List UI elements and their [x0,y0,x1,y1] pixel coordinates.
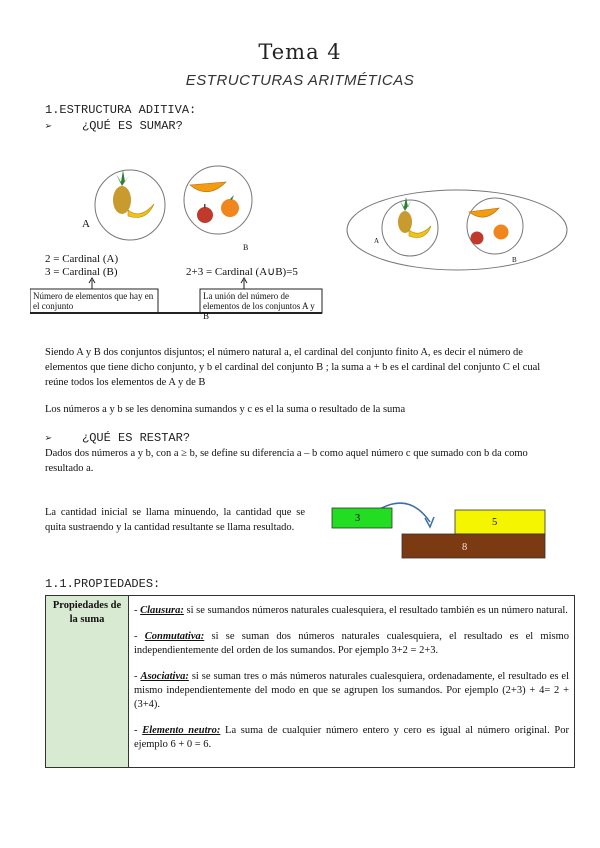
page-subtitle: ESTRUCTURAS ARITMÉTICAS [185,72,415,89]
cardinal-union-text: 2+3 = Cardinal (A∪B)=5 [186,266,298,278]
set-b-circle [184,166,252,234]
pineapple-icon [398,197,412,233]
union-ellipse [347,190,567,270]
apple-icon [197,204,213,223]
union-label-a: A [374,237,380,245]
sum-paragraph-1: Siendo A y B dos conjuntos disjuntos; el número natural a, el cardinal del conjunto finito A, es decir el número de elementos que tiene dicho conjunto, y b el cardinal del conjunto B ; la suma a + b es el cardinal del conjunto C el cual reúne todos los elementos de A y de B [45,347,541,388]
question-restar: ¿QUÉ ES RESTAR? [82,431,191,445]
green-block-value: 3 [355,513,361,524]
bullet-icon: ➢ [45,432,53,446]
sum-paragraph-2: Los números a y b se les denomina sumandos y c es el la suma o resultado de la suma [45,404,406,415]
cardinal-a-text: 2 = Cardinal (A) [45,253,119,265]
page-title: Tema 4 [258,40,342,64]
sets-diagram [80,160,260,260]
section-heading-propiedades: 1.1.PROPIEDADES: [45,577,161,591]
pineapple-icon [113,170,131,214]
property-item: - Conmutativa: si se suman dos números naturales cualesquiera, el resultado es el mismo independientemente del orden de los sumandos. Por ejemplo 3+2 = 2+3. [134,631,570,656]
banana-icon [128,204,154,218]
note-right: La unión del número de elementos de los conjuntos A y B [203,291,315,321]
green-block [332,508,392,528]
set-b-label: B [243,243,249,252]
banana-icon [409,226,431,238]
union-diagram [345,188,570,273]
yellow-block [455,510,545,534]
orange-icon [221,195,239,217]
orange-icon [494,225,509,240]
properties-content-cell [129,596,575,768]
bullet-icon: ➢ [45,120,53,134]
melon-icon [190,182,226,192]
property-item: - Clausura: si se sumandos números naturales cualesquiera, el resultado también es un número natural. [134,605,568,616]
union-label-b: B [512,256,517,264]
brown-block [402,534,545,558]
properties-table [45,595,575,768]
properties-header-cell: Propiedades de la suma [46,596,129,768]
yellow-block-value: 5 [492,517,498,528]
section-heading-aditiva: 1.ESTRUCTURA ADITIVA: [45,103,197,117]
resta-names: La cantidad inicial se llama minuendo, la cantidad que se quita sustraendo y la cantidad resultante se llama resultado. [45,507,305,533]
property-item: - Asociativa: si se suman tres o más números naturales cualesquiera, ordenadamente, el resultado es el mismo independientemente del modo en que se agrupen los sumandos. Por ejemplo (2+3) + 4= 2 + (3+4). [134,671,569,710]
apple-icon [471,232,484,245]
note-left: Número de elementos que hay en el conjunto [33,291,154,311]
property-item: - Elemento neutro: La suma de cualquier número entero y cero es igual al número original. Por ejemplo 6 + 0 = 6. [134,725,569,750]
cardinal-b-text: 3 = Cardinal (B) [45,266,118,278]
subtraction-diagram [330,500,550,562]
question-sumar: ¿QUÉ ES SUMAR? [82,119,183,133]
melon-icon [469,208,499,217]
brown-block-value: 8 [462,542,468,553]
set-a-label: A [82,218,90,230]
resta-definition: Dados dos números a y b, con a ≥ b, se define su diferencia a – b como aquel número c que sumado con b da como resultado a. [45,448,528,474]
